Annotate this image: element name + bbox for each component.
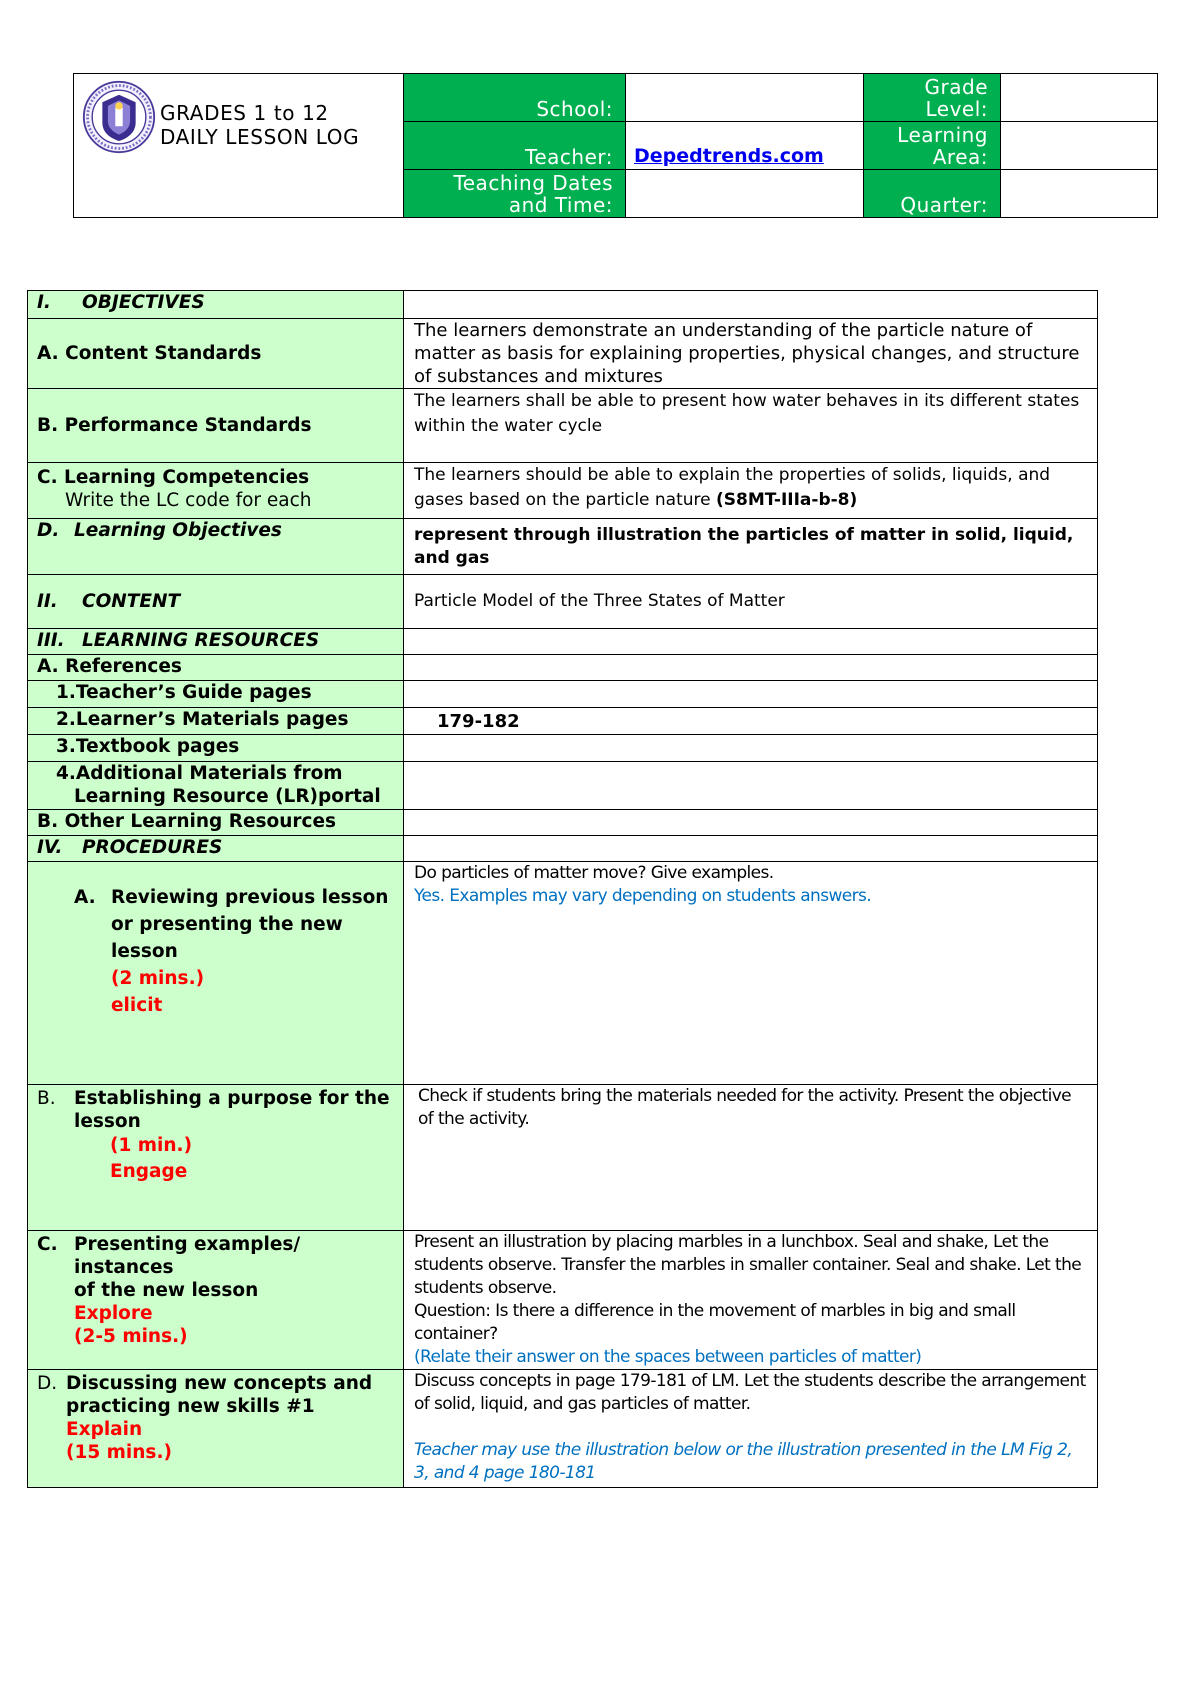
content-standards-value[interactable]: The learners demonstrate an understanding of the particle nature of matter as basis for explaining properties, physical changes, and structure of substances and mixtures [404, 319, 1098, 389]
procedure-d-title-line2: practicing new skills #1 [66, 1396, 315, 1417]
school-field[interactable] [626, 74, 864, 122]
procedure-a-marker: A. [74, 887, 96, 908]
procedures-row [28, 836, 1098, 862]
lesson-plan-table [27, 290, 1098, 1488]
other-resources-label: B. Other Learning Resources [28, 810, 404, 836]
references-value [404, 655, 1098, 681]
grade-level-label [864, 74, 1001, 122]
grade-label-line1: Grade [924, 75, 988, 99]
references-row [28, 655, 1098, 681]
procedure-d-note: Teacher may use the illustration below or the illustration presented in the LM Fig 2, 3, and 4 page 180-181 [414, 1440, 1073, 1483]
procedure-b-title [37, 1087, 403, 1185]
objectives-heading [28, 291, 404, 319]
other-resources-value[interactable] [404, 810, 1098, 836]
procedures-num: IV. [37, 837, 63, 858]
procedures-value [404, 836, 1098, 862]
learning-objectives-value[interactable]: represent through illustration the particles of matter in solid, liquid, and gas [404, 519, 1098, 575]
title-line-1: GRADES 1 to 12 [160, 101, 329, 125]
resources-heading [28, 629, 404, 655]
other-resources-row [28, 810, 1098, 836]
logo-cell [74, 74, 404, 218]
procedure-b-value[interactable]: Check if students bring the materials needed for the activity. Present the objective of the activity. [404, 1085, 1098, 1231]
additional-materials-line1: 4.Additional Materials from [56, 763, 343, 784]
procedure-d-marker: D. [37, 1373, 58, 1394]
content-standards-label: A. Content Standards [28, 319, 404, 389]
performance-standards-value[interactable]: The learners shall be able to present how water behaves in its different states within the water cycle [404, 389, 1098, 463]
lesson-log-title [160, 101, 359, 149]
procedure-d-title-line1: Discussing new concepts and [66, 1373, 373, 1394]
procedure-c-row [28, 1231, 1098, 1370]
procedure-c-label [28, 1231, 404, 1370]
header-table [73, 73, 1158, 218]
competencies-text: The learners should be able to explain the properties of solids, liquids, and gases based on the particle nature [414, 465, 1051, 510]
competencies-sub-label: Write the LC code for each [65, 490, 312, 511]
procedure-b-marker: B. [37, 1088, 56, 1109]
competencies-label-text: C. Learning Competencies [37, 467, 310, 488]
procedure-b-row [28, 1085, 1098, 1231]
procedure-a-text: Do particles of matter move? Give examples. [414, 863, 774, 883]
procedure-a-value[interactable] [404, 862, 1098, 1085]
procedure-b-time: (1 min.) [110, 1135, 193, 1156]
procedure-a-time: (2 mins.) [111, 968, 205, 989]
references-label: A. References [28, 655, 404, 681]
objectives-value [404, 291, 1098, 319]
learners-materials-label: 2.Learner’s Materials pages [28, 708, 404, 735]
procedure-c-phase: Explore [74, 1303, 153, 1324]
learners-materials-row [28, 708, 1098, 735]
procedure-b-label [28, 1085, 404, 1231]
quarter-label-text: Quarter: [900, 193, 988, 217]
procedure-d-time: (15 mins.) [66, 1442, 172, 1463]
procedure-a-title-text [111, 884, 403, 1019]
objectives-row [28, 291, 1098, 319]
procedure-c-note: (Relate their answer on the spaces between particles of matter) [414, 1347, 922, 1367]
area-label-line2: Area: [932, 145, 988, 169]
performance-standards-row [28, 389, 1098, 463]
procedure-d-label [28, 1370, 404, 1488]
procedure-c-value[interactable] [404, 1231, 1098, 1370]
procedure-b-title-line1: Establishing a purpose for the [74, 1088, 390, 1109]
procedure-c-question: Question: Is there a difference in the movement of marbles in big and small container? [414, 1301, 1016, 1344]
additional-materials-label [28, 762, 404, 810]
area-label-line1: Learning [897, 123, 988, 147]
learning-objectives-text: Learning Objectives [74, 520, 282, 541]
procedure-d-row [28, 1370, 1098, 1488]
performance-standards-label: B. Performance Standards [28, 389, 404, 463]
teacher-link[interactable]: Depedtrends.com [634, 145, 824, 167]
learning-objectives-row [28, 519, 1098, 575]
school-label-text: School: [536, 97, 613, 121]
content-standards-row [28, 319, 1098, 389]
procedure-a-row [28, 862, 1098, 1085]
procedure-a-title-line3: lesson [111, 941, 178, 962]
procedure-a-answer: Yes. Examples may vary depending on students answers. [414, 886, 872, 906]
procedure-b-title-line2: lesson [74, 1111, 141, 1132]
learning-objectives-label [28, 519, 404, 575]
dates-label-line1: Teaching Dates [453, 171, 613, 195]
procedure-c-text: Present an illustration by placing marbles in a lunchbox. Seal and shake, Let the students observe. Transfer the marbles in smaller container. Seal and shake. Let the students observe. [414, 1232, 1082, 1298]
content-label: CONTENT [82, 591, 181, 612]
procedure-c-title-line2: of the new lesson [74, 1280, 259, 1301]
competencies-value[interactable] [404, 463, 1098, 519]
textbook-row [28, 735, 1098, 762]
title-line-2: DAILY LESSON LOG [160, 125, 360, 149]
procedure-c-title [37, 1233, 403, 1348]
competencies-code: (S8MT-IIIa-b-8) [716, 490, 858, 510]
resources-label: LEARNING RESOURCES [82, 630, 320, 651]
competencies-label [28, 463, 404, 519]
grade-label-line2: Level: [925, 97, 988, 121]
dates-label-line2: and Time: [508, 193, 613, 217]
quarter-label [864, 170, 1001, 218]
procedure-a-phase: elicit [111, 995, 163, 1016]
school-label [404, 74, 626, 122]
additional-materials-row [28, 762, 1098, 810]
procedures-heading [28, 836, 404, 862]
learners-materials-value[interactable]: 179-182 [404, 708, 1098, 735]
teaching-dates-field[interactable] [626, 170, 864, 218]
procedure-d-title-text [66, 1372, 403, 1464]
textbook-label: 3.Textbook pages [28, 735, 404, 762]
teacher-label-text: Teacher: [525, 145, 613, 169]
resources-value [404, 629, 1098, 655]
procedure-d-value[interactable] [404, 1370, 1098, 1488]
procedure-a-title-line1: Reviewing previous lesson [111, 887, 389, 908]
procedure-a-label [28, 862, 404, 1085]
content-num: II. [37, 591, 58, 612]
content-row [28, 575, 1098, 629]
resources-row [28, 629, 1098, 655]
content-heading [28, 575, 404, 629]
procedure-c-marker: C. [37, 1234, 58, 1255]
teaching-dates-label [404, 170, 626, 218]
grade-level-field[interactable] [1001, 74, 1158, 122]
learning-objectives-num: D. [37, 520, 60, 541]
textbook-value[interactable] [404, 735, 1098, 762]
deped-seal-icon [82, 80, 156, 154]
additional-materials-line2: Learning Resource (LR)portal [74, 786, 381, 807]
learning-area-label [864, 122, 1001, 170]
competencies-row [28, 463, 1098, 519]
objectives-num: I. [37, 292, 51, 313]
procedure-d-title [37, 1372, 403, 1464]
objectives-label: OBJECTIVES [82, 292, 205, 313]
teachers-guide-value[interactable] [404, 681, 1098, 708]
teacher-label [404, 122, 626, 170]
procedure-c-title-line1: Presenting examples/ instances [74, 1234, 301, 1278]
teachers-guide-label: 1.Teacher’s Guide pages [28, 681, 404, 708]
resources-num: III. [37, 630, 65, 651]
procedure-d-text: Discuss concepts in page 179-181 of LM. Let the students describe the arrangement of solid, liquid, and gas particles of matter. [414, 1371, 1086, 1414]
procedure-d-phase: Explain [66, 1419, 143, 1440]
teacher-field [626, 122, 864, 170]
learning-area-field[interactable] [1001, 122, 1158, 170]
teachers-guide-row [28, 681, 1098, 708]
quarter-field[interactable] [1001, 170, 1158, 218]
procedure-b-title-text [74, 1087, 403, 1185]
procedure-a-title-line2: or presenting the new [111, 914, 343, 935]
content-value[interactable]: Particle Model of the Three States of Matter [404, 575, 1098, 629]
procedure-a-title [74, 884, 403, 1019]
procedures-label: PROCEDURES [82, 837, 223, 858]
procedure-c-time: (2-5 mins.) [74, 1326, 188, 1347]
procedure-b-phase: Engage [110, 1161, 188, 1182]
procedure-c-title-text [74, 1233, 403, 1348]
additional-materials-value[interactable] [404, 762, 1098, 810]
